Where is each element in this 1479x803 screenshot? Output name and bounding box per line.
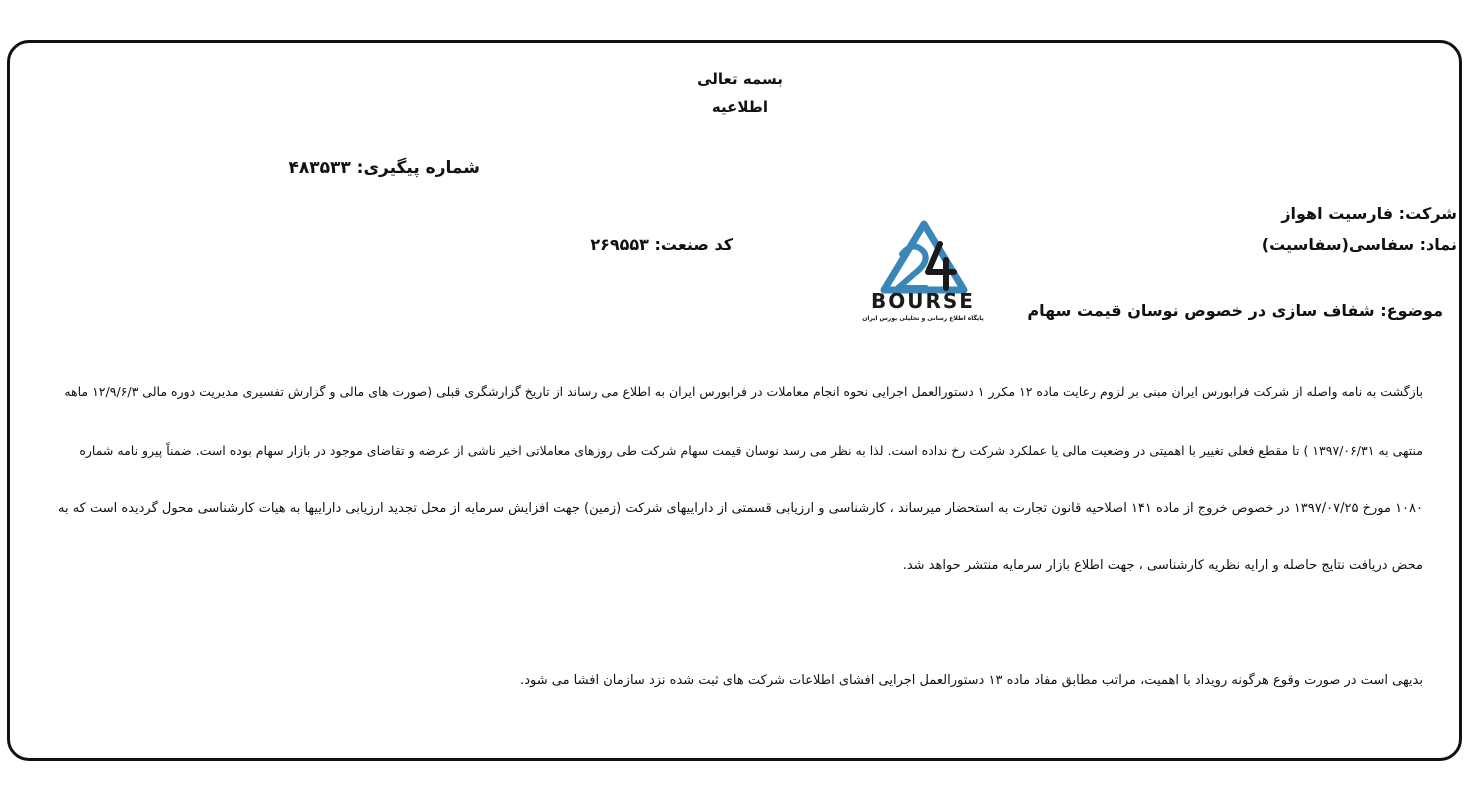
logo-wordmark: BOURSE [871, 289, 975, 313]
bourse-logo-icon [858, 204, 988, 330]
subject-row [1027, 301, 1443, 320]
symbol-label: نماد: [1419, 235, 1457, 254]
tracking-number [280, 158, 480, 178]
symbol-row [1262, 235, 1457, 254]
company-row [1281, 204, 1457, 223]
logo-tagline: پایگاه اطلاع رسانی و تحلیلی بورس ایران [862, 315, 984, 322]
body-line-1: بازگشت به نامه واصله از شرکت فرابورس ایران مبنی بر لزوم رعایت ماده ۱۲ مکرر ۱ دستورالعمل اجرایی نحوه انجام معاملات در فرابورس ایران به اطلاع می رساند از تاریخ گزارشگری قبلی (صورت های مالی و گزارش تفسیری مدیریت دوره مالی ۱۲/۹/۶/۳ ماهه [64, 384, 1423, 399]
closing-note: بدیهی است در صورت وقوع هرگونه رویداد با اهمیت، مراتب مطابق مفاد ماده ۱۳ دستورالعمل اجرایی افشای اطلاعات شرکت های ثبت شده نزد سازمان افشا می شود. [520, 673, 1423, 688]
company-label: شرکت: [1398, 204, 1457, 223]
bourse-logo [858, 204, 988, 330]
body-line-4: محض دریافت نتایج حاصله و ارایه نظریه کارشناسی ، جهت اطلاع بازار سرمایه منتشر حواهد شد. [902, 558, 1423, 573]
company-value: فارسیت اهواز [1281, 204, 1394, 223]
industry-code-label: کد صنعت: [654, 235, 733, 254]
subject-value: شفاف سازی در خصوص نوسان قیمت سهام [1027, 301, 1375, 320]
tracking-number-value: ۴۸۳۵۳۳ [288, 158, 351, 178]
body-line-3: ۱۰۸۰ مورخ ۱۳۹۷/۰۷/۲۵ در خصوص خروج از ماده ۱۴۱ اصلاحیه قانون تجارت به استحضار میرساند ، کارشناسی و ارزیابی قسمتی از داراییهای شرکت (زمین) جهت افزایش سرمایه از محل تجدید ارزیابی داراییها به هیات کارشناسی محول گردیده است که به [57, 501, 1423, 516]
body-line-2: منتهی به ۱۳۹۷/۰۶/۳۱ ) تا مقطع فعلی تغییر با اهمیتی در وضعیت مالی یا عملکرد شرکت رخ نداده است. لذا به نظر می رسد نوسان قیمت سهام شرکت طی روزهای معاملاتی اخیر ناشی از عرضه و تقاضای موجود در بازار سهام بوده است. ضمناً پیرو نامه شماره [79, 443, 1423, 458]
symbol-value: سفاسی(سفاسیت) [1261, 235, 1415, 254]
document-frame [7, 40, 1462, 761]
header-announcement-title: اطلاعیه [711, 98, 769, 116]
header-basmala: بسمه تعالی [697, 70, 783, 88]
industry-code-value: ۲۶۹۵۵۳ [590, 235, 649, 254]
tracking-number-label: شماره پیگیری: [356, 158, 480, 178]
industry-code-row [590, 235, 733, 254]
subject-label: موضوع: [1380, 301, 1443, 320]
logo-digit-two [898, 246, 926, 288]
